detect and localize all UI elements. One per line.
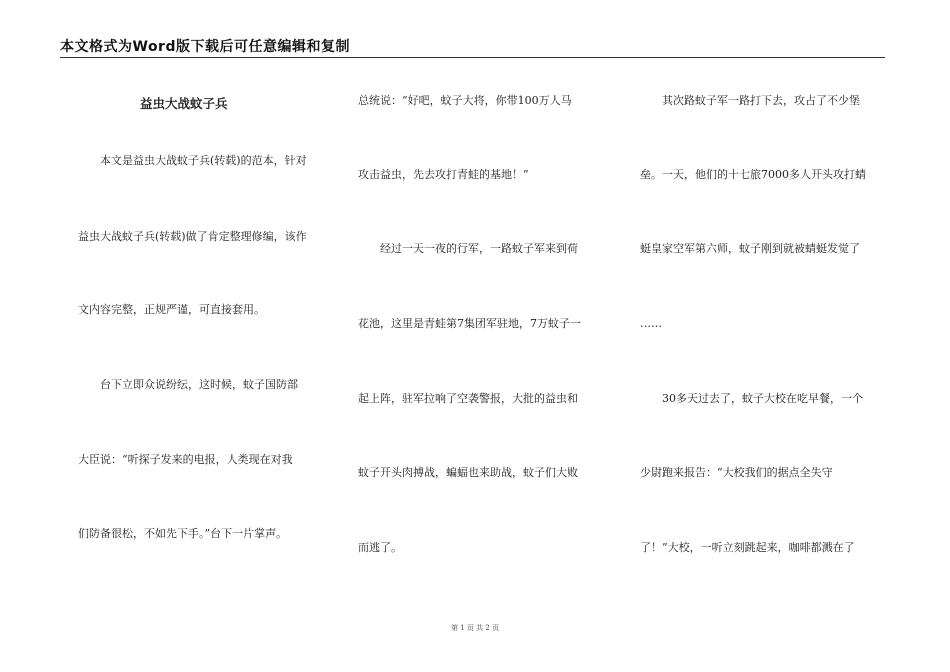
text-line: 少尉跑来报告：“大校我们的据点全失守 xyxy=(640,466,833,479)
text-line: 30多天过去了，蚊子大校在吃早餐，一个 xyxy=(640,392,863,405)
document-header: 本文格式为Word版下载后可任意编辑和复制 xyxy=(60,39,350,55)
text-line: 本文是益虫大战蚊子兵(转载)的范本，针对 xyxy=(78,154,307,167)
text-line: 文内容完整，正规严谨，可直接套用。 xyxy=(78,303,265,316)
text-line: 攻击益虫，先去攻打青蛙的基地！” xyxy=(358,168,529,181)
text-line: 垒。一天，他们的十七旅7000多人开头攻打蜻 xyxy=(640,168,866,181)
text-line: 了！”大校，一听立刻跳起来，咖啡都溅在了 xyxy=(640,541,855,554)
text-line: 台下立即众说纷纭，这时候，蚊子国防部 xyxy=(78,378,298,391)
text-line: 益虫大战蚊子兵(转载)做了肯定整理修编，该作 xyxy=(78,230,307,243)
header-divider xyxy=(60,57,885,58)
page-number: 第 1 页 共 2 页 xyxy=(450,624,500,632)
text-line: 大臣说：“听探子发来的电报，人类现在对我 xyxy=(78,453,293,466)
text-line: 们防备很松，不如先下手。”台下一片掌声。 xyxy=(78,527,288,540)
text-line: 其次路蚊子军一路打下去，攻占了不少堡 xyxy=(640,94,860,107)
text-line: 总统说：“好吧，蚊子大将，你带100万人马 xyxy=(358,94,572,107)
text-line: 蜓皇家空军第六师，蚊子刚到就被蜻蜓发觉了 xyxy=(640,242,860,255)
text-line: 经过一天一夜的行军，一路蚊子军来到荷 xyxy=(358,242,578,255)
text-line: 起上阵，驻军拉响了空袭警报，大批的益虫和 xyxy=(358,392,578,405)
article-title: 益虫大战蚊子兵 xyxy=(140,96,228,111)
text-line: 而逃了。 xyxy=(358,541,402,554)
text-line: …… xyxy=(640,317,662,330)
text-line: 花池，这里是青蛙第7集团军驻地，7万蚊子一 xyxy=(358,317,581,330)
text-line: 蚊子开头肉搏战，蝙蝠也来助战，蚊子们大败 xyxy=(358,466,578,479)
